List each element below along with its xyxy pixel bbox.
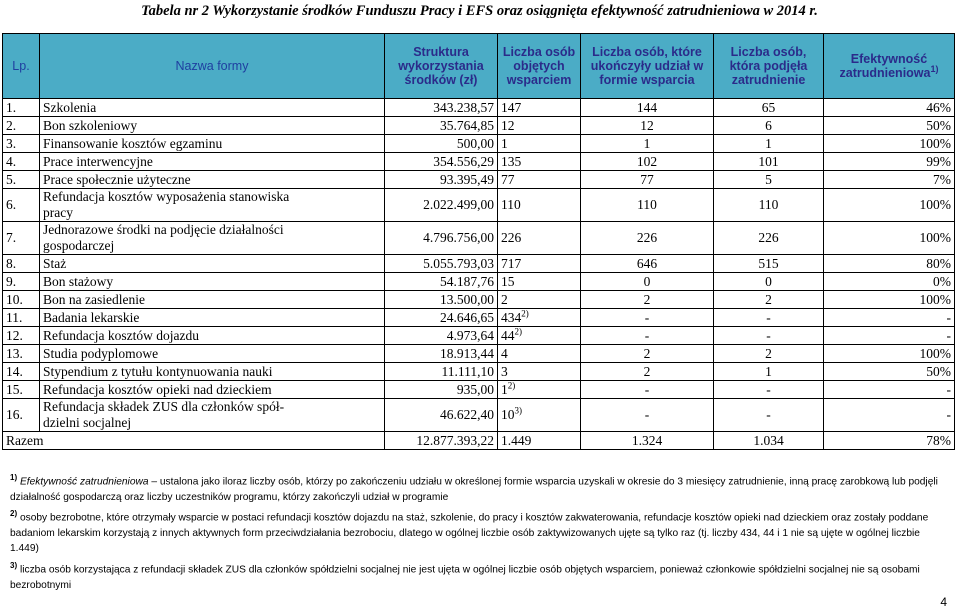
row-name: Studia podyplomowe <box>40 345 385 363</box>
row-employed: 101 <box>714 153 824 171</box>
table-row <box>3 222 955 255</box>
table-row <box>3 309 955 327</box>
row-lp: 10. <box>3 291 40 309</box>
row-covered <box>498 345 581 363</box>
row-efficiency: 0% <box>824 273 955 291</box>
row-efficiency: 100% <box>824 135 955 153</box>
row-efficiency: 100% <box>824 291 955 309</box>
row-employed: 65 <box>714 99 824 117</box>
row-amount: 35.764,85 <box>385 117 498 135</box>
row-amount: 54.187,76 <box>385 273 498 291</box>
total-label: Razem <box>3 432 385 450</box>
row-covered <box>498 222 581 255</box>
row-amount: 24.646,65 <box>385 309 498 327</box>
row-name-line-1: Jednorazowe środki na podjęcie działalności <box>43 222 284 237</box>
row-efficiency: - <box>824 327 955 345</box>
row-name <box>40 399 385 432</box>
row-completed: 226 <box>581 222 714 255</box>
row-lp: 5. <box>3 171 40 189</box>
row-covered-value: 135 <box>501 154 522 169</box>
row-covered-value: 2 <box>501 292 508 307</box>
row-name: Stypendium z tytułu kontynuowania nauki <box>40 363 385 381</box>
row-covered <box>498 399 581 432</box>
footnote-1-term: Efektywność zatrudnieniowa <box>19 476 149 488</box>
row-amount: 13.500,00 <box>385 291 498 309</box>
table-row <box>3 291 955 309</box>
row-employed: - <box>714 327 824 345</box>
row-completed: 2 <box>581 345 714 363</box>
row-covered-value: 110 <box>501 197 521 212</box>
row-lp: 1. <box>3 99 40 117</box>
total-row <box>3 432 955 450</box>
row-covered <box>498 309 581 327</box>
row-completed: - <box>581 309 714 327</box>
row-lp: 15. <box>3 381 40 399</box>
row-amount: 46.622,40 <box>385 399 498 432</box>
row-employed: 2 <box>714 291 824 309</box>
row-employed: 5 <box>714 171 824 189</box>
row-lp: 13. <box>3 345 40 363</box>
row-name: Bon szkoleniowy <box>40 117 385 135</box>
row-covered-value: 12 <box>501 118 515 133</box>
row-covered-value: 1 <box>501 136 508 151</box>
row-lp: 7. <box>3 222 40 255</box>
header-row <box>3 34 955 99</box>
table-row <box>3 117 955 135</box>
row-employed: - <box>714 309 824 327</box>
row-efficiency: - <box>824 309 955 327</box>
table-row <box>3 399 955 432</box>
row-covered-value: 10 <box>501 407 515 422</box>
row-covered-value: 3 <box>501 364 508 379</box>
row-covered-value: 44 <box>501 328 515 343</box>
row-name: Staż <box>40 255 385 273</box>
header-lp: Lp. <box>3 34 40 99</box>
row-covered-value: 1 <box>501 382 508 397</box>
footnote-3 <box>10 558 945 593</box>
row-lp: 12. <box>3 327 40 345</box>
row-efficiency: 50% <box>824 117 955 135</box>
row-name: Prace społecznie użyteczne <box>40 171 385 189</box>
row-employed: 226 <box>714 222 824 255</box>
footnote-3-text: liczba osób korzystająca z refundacji składek ZUS dla członków spółdzielni socjalnej nie jest ujęta w ogólnej liczbie osób objętych wsparciem, ponieważ członkowie spółdzielni socjalnej nie są osobami bezrobotnymi <box>10 564 920 591</box>
row-covered <box>498 327 581 345</box>
row-completed: 646 <box>581 255 714 273</box>
table-row <box>3 273 955 291</box>
table-row <box>3 345 955 363</box>
table-row <box>3 171 955 189</box>
row-employed: - <box>714 381 824 399</box>
row-covered <box>498 153 581 171</box>
row-efficiency: 99% <box>824 153 955 171</box>
row-name-line-1: Refundacja składek ZUS dla członków spół- <box>43 399 285 414</box>
row-covered-value: 147 <box>501 100 522 115</box>
row-completed: 102 <box>581 153 714 171</box>
row-name <box>40 189 385 222</box>
row-covered <box>498 135 581 153</box>
row-completed: - <box>581 381 714 399</box>
row-amount: 4.973,64 <box>385 327 498 345</box>
row-covered-note: 2) <box>507 380 516 391</box>
row-covered-value: 434 <box>501 310 522 325</box>
table-row <box>3 189 955 222</box>
table-row <box>3 135 955 153</box>
row-employed: 6 <box>714 117 824 135</box>
row-covered <box>498 189 581 222</box>
row-amount: 935,00 <box>385 381 498 399</box>
row-covered <box>498 381 581 399</box>
row-covered-value: 15 <box>501 274 515 289</box>
header-covered: Liczba osób objętych wsparciem <box>498 34 581 99</box>
row-efficiency: 80% <box>824 255 955 273</box>
row-covered-value: 717 <box>501 256 522 271</box>
row-name: Bon stażowy <box>40 273 385 291</box>
row-name: Refundacja kosztów dojazdu <box>40 327 385 345</box>
row-completed: 144 <box>581 99 714 117</box>
row-lp: 14. <box>3 363 40 381</box>
row-efficiency: 50% <box>824 363 955 381</box>
row-amount: 343.238,57 <box>385 99 498 117</box>
row-name: Prace interwencyjne <box>40 153 385 171</box>
row-covered-value: 77 <box>501 172 515 187</box>
row-lp: 8. <box>3 255 40 273</box>
row-covered <box>498 273 581 291</box>
row-completed: - <box>581 399 714 432</box>
table-title: Tabela nr 2 Wykorzystanie środków Funduszu Pracy i EFS oraz osiągnięta efektywność zatrudnieniowa w 2014 r. <box>141 3 818 19</box>
row-completed: 110 <box>581 189 714 222</box>
row-completed: 2 <box>581 291 714 309</box>
row-covered <box>498 117 581 135</box>
efficiency-table <box>2 33 955 450</box>
row-employed: 0 <box>714 273 824 291</box>
row-efficiency: 100% <box>824 222 955 255</box>
footnote-1 <box>10 470 945 505</box>
row-covered <box>498 363 581 381</box>
row-name: Refundacja kosztów opieki nad dzieckiem <box>40 381 385 399</box>
row-name: Bon na zasiedlenie <box>40 291 385 309</box>
table-row <box>3 327 955 345</box>
row-covered-value: 226 <box>501 230 522 245</box>
row-name-line-2: pracy <box>43 205 73 220</box>
row-amount: 500,00 <box>385 135 498 153</box>
row-lp: 6. <box>3 189 40 222</box>
row-lp: 3. <box>3 135 40 153</box>
total-efficiency: 78% <box>824 432 955 450</box>
row-name-line-2: gospodarczej <box>43 238 115 253</box>
row-amount: 11.111,10 <box>385 363 498 381</box>
row-employed: - <box>714 399 824 432</box>
footnote-1-text: – ustalona jako iloraz liczby osób, którzy po zakończeniu udziału w określonej formie wsparcia uzyskali w okresie do 3 miesięcy zatrudnienie, inną pracę zarobkową lub podjęli działalność gospodarczą oraz liczby uczestników programu, którzy zakończyli udział w programie <box>10 476 938 503</box>
total-completed: 1.324 <box>581 432 714 450</box>
row-efficiency: 46% <box>824 99 955 117</box>
footnote-3-mark: 3) <box>10 561 18 570</box>
footnote-2 <box>10 506 945 557</box>
row-name <box>40 222 385 255</box>
row-efficiency: - <box>824 399 955 432</box>
footnote-1-mark: 1) <box>10 473 18 482</box>
total-covered: 1.449 <box>498 432 581 450</box>
header-name: Nazwa formy <box>40 34 385 99</box>
total-employed: 1.034 <box>714 432 824 450</box>
page-number: 4 <box>940 595 947 609</box>
row-covered <box>498 171 581 189</box>
row-employed: 1 <box>714 135 824 153</box>
footnote-2-mark: 2) <box>10 509 18 518</box>
row-completed: 12 <box>581 117 714 135</box>
total-amount: 12.877.393,22 <box>385 432 498 450</box>
row-amount: 4.796.756,00 <box>385 222 498 255</box>
row-covered-note: 2) <box>521 308 529 319</box>
row-name: Badania lekarskie <box>40 309 385 327</box>
table-row <box>3 381 955 399</box>
row-covered-note: 2) <box>514 326 522 337</box>
row-employed: 515 <box>714 255 824 273</box>
row-name-line-2: dzielni socjalnej <box>43 415 132 430</box>
row-amount: 354.556,29 <box>385 153 498 171</box>
row-completed: 2 <box>581 363 714 381</box>
header-efficiency: Efektywność zatrudnieniowa$^{1)}$ <box>824 34 955 99</box>
row-amount: 18.913,44 <box>385 345 498 363</box>
row-covered-note: 3) <box>514 405 522 416</box>
row-covered <box>498 255 581 273</box>
row-lp: 16. <box>3 399 40 432</box>
row-lp: 11. <box>3 309 40 327</box>
row-lp: 4. <box>3 153 40 171</box>
row-efficiency: 100% <box>824 189 955 222</box>
row-amount: 2.022.499,00 <box>385 189 498 222</box>
row-amount: 5.055.793,03 <box>385 255 498 273</box>
row-name: Finansowanie kosztów egzaminu <box>40 135 385 153</box>
footnote-2-text: osoby bezrobotne, które otrzymały wsparcie w postaci refundacji kosztów dojazdu na staż, szkolenie, do pracy i kosztów zakwaterowania, refundacje kosztów opieki nad dzieckiem oraz zostały poddane badaniom lekarskim korzystają z innych aktywnych form przeciwdziałania bezrobociu, dlatego w ogólnej liczbie osób zaktywizowanych ujęte są tylko raz (tj. liczby 434, 44 i 1 nie są ujęte w ogólnej liczbie 1.449) <box>10 512 929 555</box>
row-employed: 1 <box>714 363 824 381</box>
row-completed: 77 <box>581 171 714 189</box>
header-completed: Liczba osób, które ukończyły udział w formie wsparcia <box>581 34 714 99</box>
row-completed: 1 <box>581 135 714 153</box>
row-completed: 0 <box>581 273 714 291</box>
header-structure: Struktura wykorzystania środków (zł) <box>385 34 498 99</box>
row-covered <box>498 291 581 309</box>
row-covered-value: 4 <box>501 346 508 361</box>
header-employed: Liczba osób, która podjęła zatrudnienie <box>714 34 824 99</box>
row-name-line-1: Refundacja kosztów wyposażenia stanowiska <box>43 189 290 204</box>
row-amount: 93.395,49 <box>385 171 498 189</box>
row-employed: 110 <box>714 189 824 222</box>
row-lp: 9. <box>3 273 40 291</box>
row-efficiency: 100% <box>824 345 955 363</box>
row-efficiency: 7% <box>824 171 955 189</box>
table-row <box>3 255 955 273</box>
row-employed: 2 <box>714 345 824 363</box>
table-row <box>3 363 955 381</box>
row-name: Szkolenia <box>40 99 385 117</box>
table-row <box>3 153 955 171</box>
row-efficiency: - <box>824 381 955 399</box>
row-covered <box>498 99 581 117</box>
row-completed: - <box>581 327 714 345</box>
row-lp: 2. <box>3 117 40 135</box>
table-row <box>3 99 955 117</box>
